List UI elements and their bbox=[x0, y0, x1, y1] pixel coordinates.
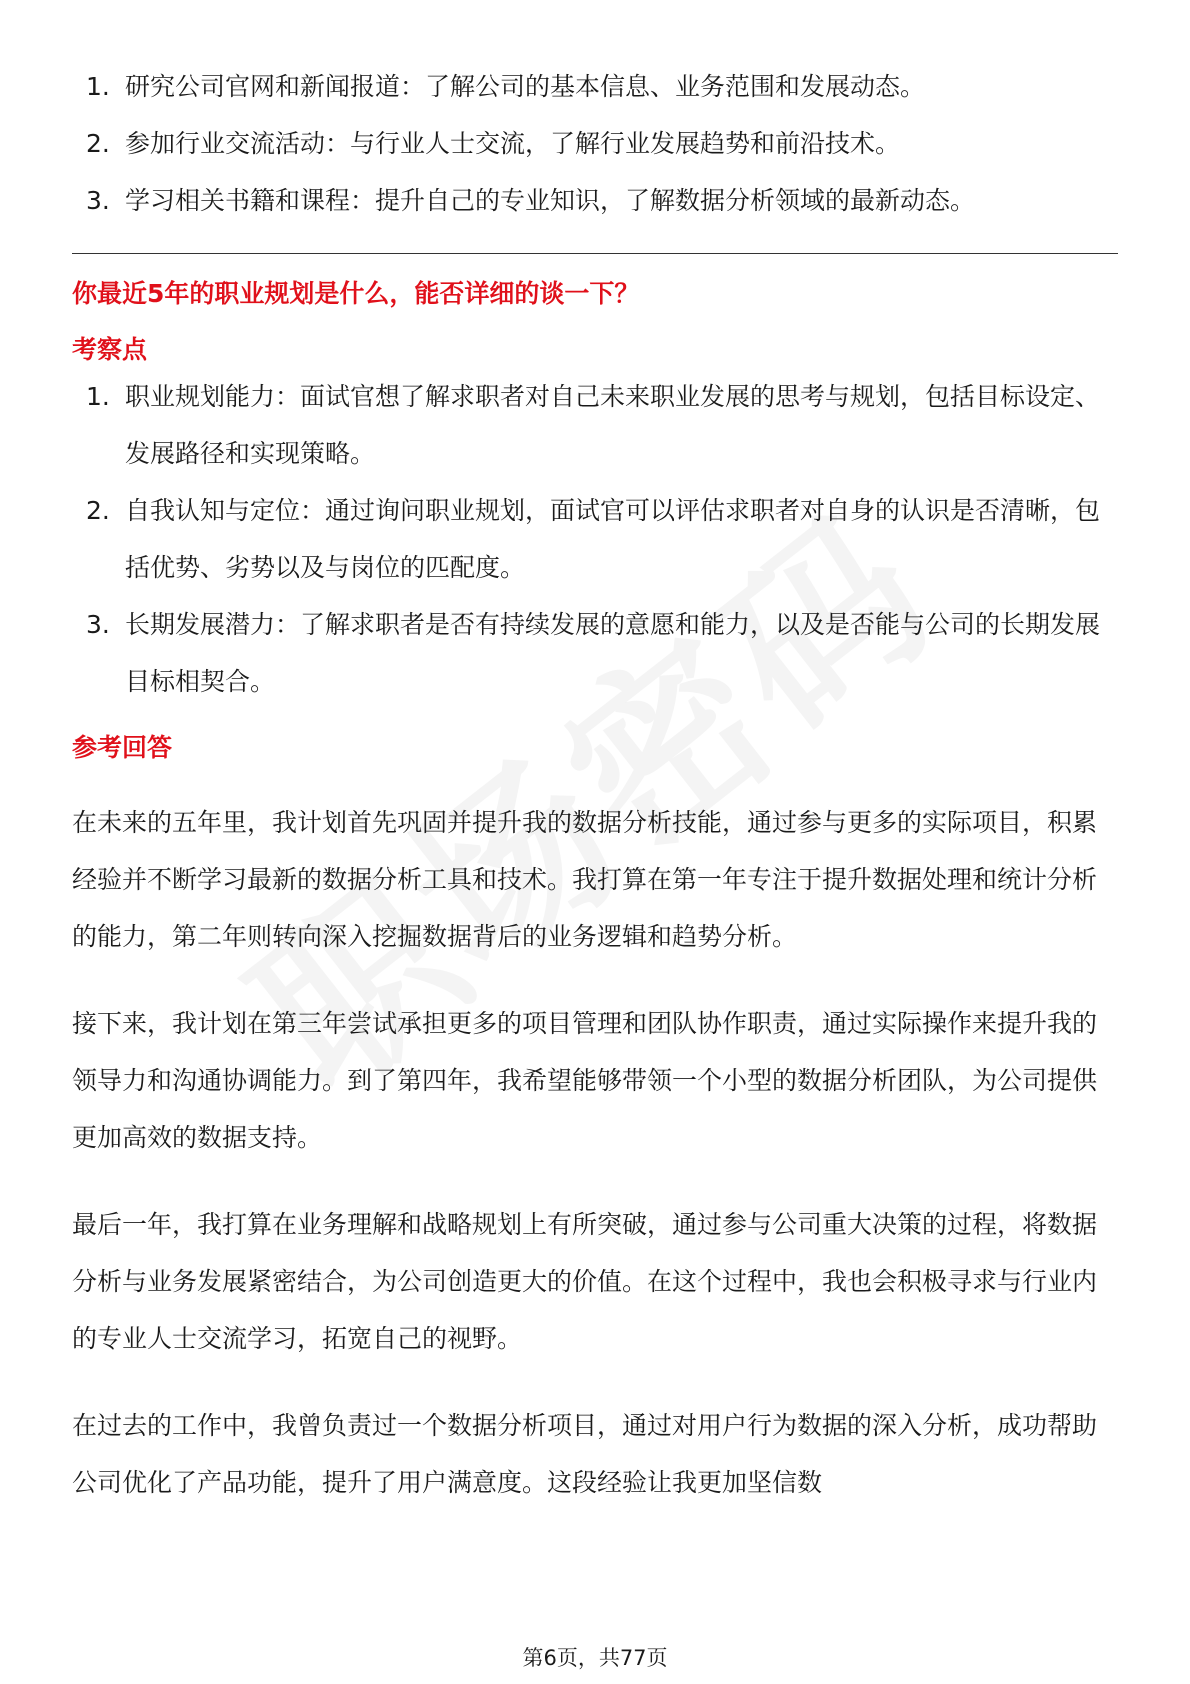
list-item-text: 自我认知与定位：通过询问职业规划，面试官可以评估求职者对自身的认识是否清晰，包括优势、劣势以及与岗位的匹配度。 bbox=[125, 496, 1101, 582]
page-footer: 第6页，共77页 bbox=[522, 1646, 668, 1670]
list-number: 2. bbox=[86, 129, 110, 158]
list-number: 1. bbox=[86, 72, 110, 101]
list-number: 3. bbox=[86, 186, 110, 215]
list-item-text: 长期发展潜力：了解求职者是否有持续发展的意愿和能力，以及是否能与公司的长期发展目标相契合。 bbox=[125, 610, 1101, 696]
points-list bbox=[72, 368, 1118, 710]
list-item bbox=[72, 172, 1118, 229]
list-item bbox=[72, 368, 1118, 482]
list-item bbox=[72, 482, 1118, 596]
points-title: 考察点 bbox=[72, 335, 148, 364]
list-item bbox=[72, 115, 1118, 172]
list-number: 3. bbox=[86, 610, 110, 639]
list-item-text: 学习相关书籍和课程：提升自己的专业知识，了解数据分析领域的最新动态。 bbox=[125, 186, 976, 215]
question-heading: 你最近5年的职业规划是什么，能否详细的谈一下？ bbox=[72, 279, 640, 308]
list-item bbox=[72, 58, 1118, 115]
answer-title: 参考回答 bbox=[72, 733, 173, 762]
list-item-text: 参加行业交流活动：与行业人士交流，了解行业发展趋势和前沿技术。 bbox=[125, 129, 901, 158]
list-item-text: 职业规划能力：面试官想了解求职者对自己未来职业发展的思考与规划，包括目标设定、发展路径和实现策略。 bbox=[125, 382, 1101, 468]
list-number: 2. bbox=[86, 496, 110, 525]
page-content bbox=[72, 58, 1118, 1511]
section-divider bbox=[72, 253, 1118, 254]
list-number: 1. bbox=[86, 382, 110, 411]
list-item-text: 研究公司官网和新闻报道：了解公司的基本信息、业务范围和发展动态。 bbox=[125, 72, 926, 101]
answer-paragraph: 在未来的五年里，我计划首先巩固并提升我的数据分析技能，通过参与更多的实际项目，积累经验并不断学习最新的数据分析工具和技术。我打算在第一年专注于提升数据处理和统计分析的能力，第二年则转向深入挖掘数据背后的业务逻辑和趋势分析。 bbox=[72, 808, 1098, 951]
list-item bbox=[72, 596, 1118, 710]
answer-paragraph: 在过去的工作中，我曾负责过一个数据分析项目，通过对用户行为数据的深入分析，成功帮助公司优化了产品功能，提升了用户满意度。这段经验让我更加坚信数 bbox=[72, 1411, 1098, 1497]
answer-paragraph: 接下来，我计划在第三年尝试承担更多的项目管理和团队协作职责，通过实际操作来提升我的领导力和沟通协调能力。到了第四年，我希望能够带领一个小型的数据分析团队，为公司提供更加高效的数据支持。 bbox=[72, 1009, 1098, 1152]
answer-paragraph: 最后一年，我打算在业务理解和战略规划上有所突破，通过参与公司重大决策的过程，将数据分析与业务发展紧密结合，为公司创造更大的价值。在这个过程中，我也会积极寻求与行业内的专业人士交流学习，拓宽自己的视野。 bbox=[72, 1210, 1098, 1353]
prep-list bbox=[72, 58, 1118, 229]
